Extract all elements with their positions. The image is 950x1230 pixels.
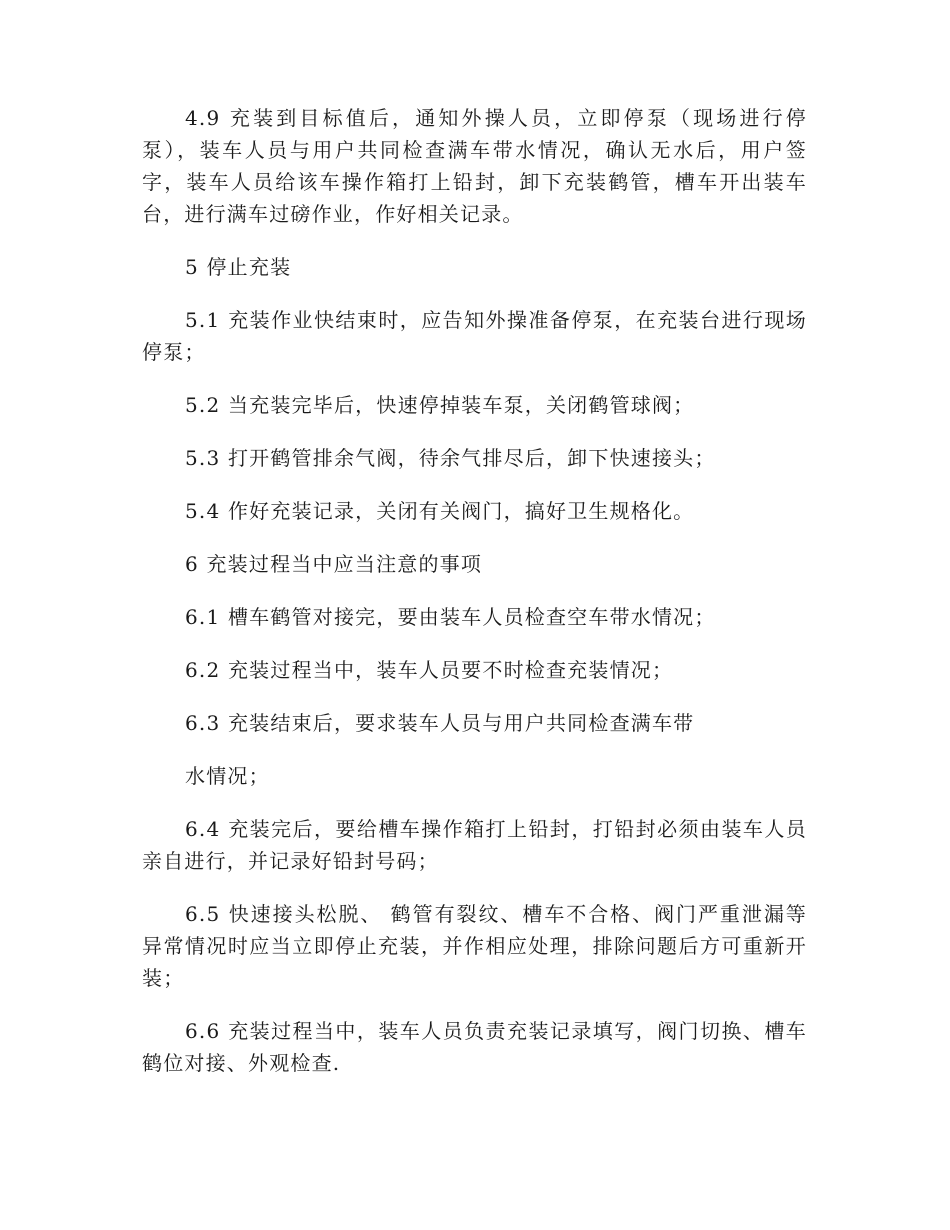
- heading-5-stop-filling: 5 停止充装: [185, 255, 292, 279]
- document-page: [142, 102, 807, 1100]
- paragraph-5-3: 5.3 打开鹤管排余气阀，待余气排尽后，卸下快速接头；: [185, 446, 716, 470]
- paragraph-6-4: 6.4 充装完后，要给槽车操作箱打上铅封，打铅封必须由装车人员亲自进行，并记录好铅封号码；: [142, 817, 807, 873]
- paragraph-6-2: 6.2 充装过程当中，装车人员要不时检查充装情况；: [185, 658, 674, 682]
- heading-6-precautions: 6 充装过程当中应当注意的事项: [185, 552, 483, 576]
- paragraph-6-1: 6.1 槽车鹤管对接完，要由装车人员检查空车带水情况；: [185, 605, 716, 629]
- paragraph-6-6: 6.6 充装过程当中，装车人员负责充装记录填写，阀门切换、槽车鹤位对接、外观检查.: [142, 1019, 807, 1075]
- paragraph-5-1: 5.1 充装作业快结束时，应告知外操准备停泵，在充装台进行现场停泵；: [142, 308, 807, 364]
- paragraph-5-4: 5.4 作好充装记录，关闭有关阀门，搞好卫生规格化。: [185, 499, 695, 523]
- paragraph-4-9: 4.9 充装到目标值后，通知外操人员，立即停泵（现场进行停泵），装车人员与用户共同检查满车带水情况，确认无水后，用户签字，装车人员给该车操作箱打上铅封，卸下充装鹤管，槽车开出装车台，进行满车过磅作业，作好相关记录。: [142, 106, 807, 226]
- paragraph-6-3-continuation: 水情况；: [185, 764, 270, 788]
- paragraph-6-3: 6.3 充装结束后，要求装车人员与用户共同检查满车带: [185, 711, 695, 735]
- paragraph-6-5: 6.5 快速接头松脱、 鹤管有裂纹、槽车不合格、阀门严重泄漏等异常情况时应当立即停止充装，并作相应处理，排除问题后方可重新开装；: [142, 902, 807, 990]
- paragraph-5-2: 5.2 当充装完毕后，快速停掉装车泵，关闭鹤管球阀；: [185, 393, 695, 417]
